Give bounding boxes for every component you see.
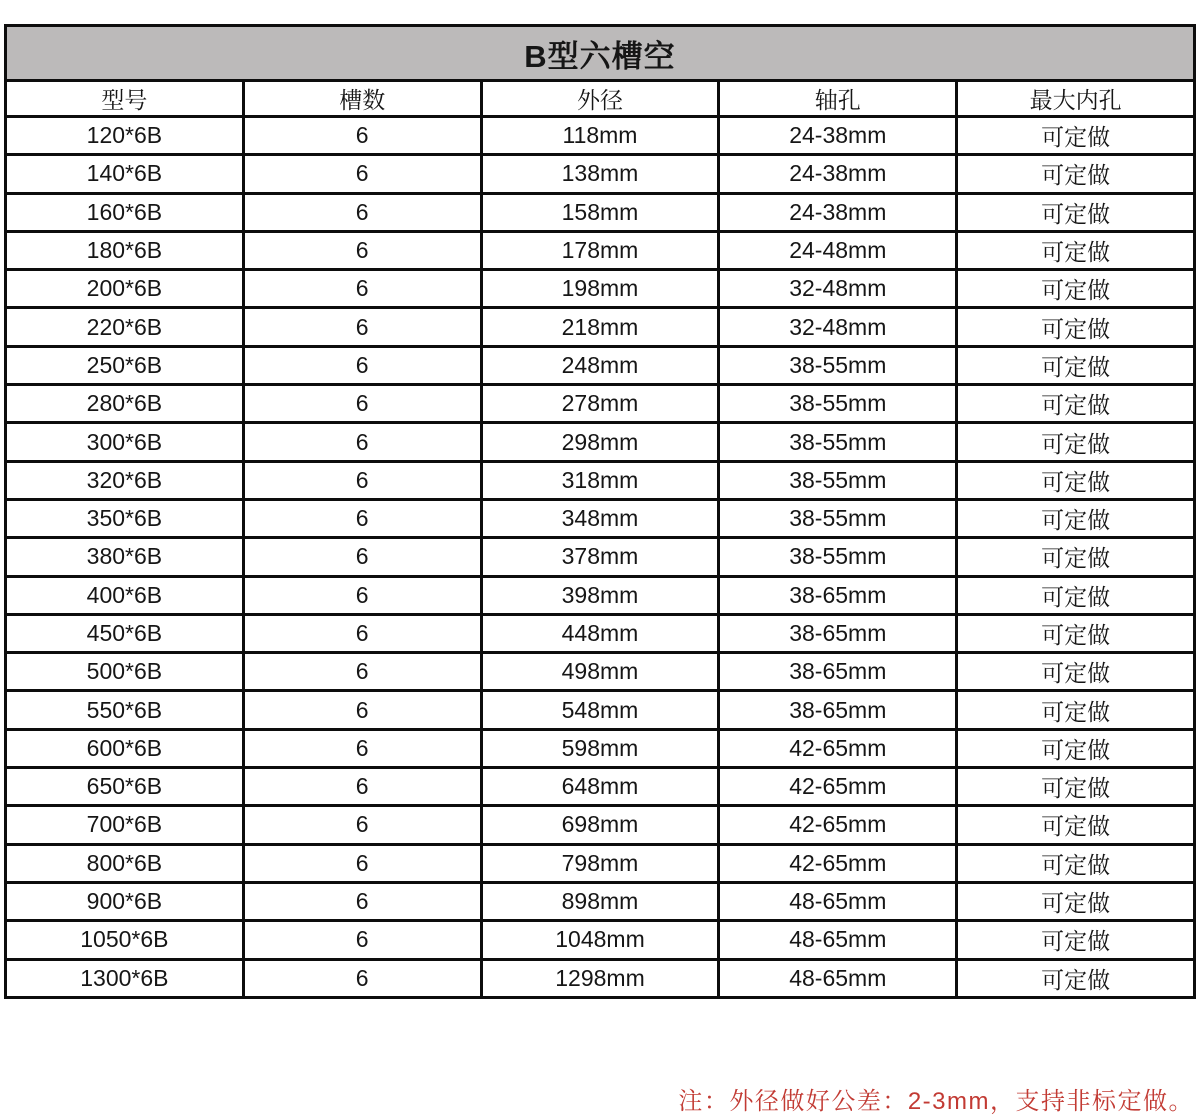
- cell-shaft-hole: 48-65mm: [719, 959, 957, 997]
- cell-slot-count: 6: [243, 538, 481, 576]
- cell-slot-count: 6: [243, 576, 481, 614]
- cell-model: 450*6B: [6, 614, 244, 652]
- cell-max-inner-hole: 可定做: [957, 768, 1195, 806]
- cell-outer-diameter: 198mm: [481, 270, 719, 308]
- table-row: [6, 385, 1195, 423]
- cell-max-inner-hole: 可定做: [957, 691, 1195, 729]
- cell-max-inner-hole: 可定做: [957, 576, 1195, 614]
- cell-outer-diameter: 898mm: [481, 882, 719, 920]
- cell-outer-diameter: 218mm: [481, 308, 719, 346]
- cell-shaft-hole: 42-65mm: [719, 844, 957, 882]
- cell-shaft-hole: 24-38mm: [719, 155, 957, 193]
- table-row: [6, 231, 1195, 269]
- cell-model: 200*6B: [6, 270, 244, 308]
- cell-model: 700*6B: [6, 806, 244, 844]
- cell-shaft-hole: 38-65mm: [719, 614, 957, 652]
- cell-outer-diameter: 378mm: [481, 538, 719, 576]
- table-row: [6, 882, 1195, 920]
- cell-model: 160*6B: [6, 193, 244, 231]
- cell-model: 320*6B: [6, 461, 244, 499]
- cell-outer-diameter: 118mm: [481, 117, 719, 155]
- cell-shaft-hole: 38-55mm: [719, 499, 957, 537]
- cell-model: 500*6B: [6, 653, 244, 691]
- cell-max-inner-hole: 可定做: [957, 423, 1195, 461]
- cell-shaft-hole: 32-48mm: [719, 308, 957, 346]
- table-row: [6, 768, 1195, 806]
- cell-max-inner-hole: 可定做: [957, 193, 1195, 231]
- cell-slot-count: 6: [243, 423, 481, 461]
- cell-slot-count: 6: [243, 308, 481, 346]
- cell-slot-count: 6: [243, 921, 481, 959]
- cell-outer-diameter: 448mm: [481, 614, 719, 652]
- cell-outer-diameter: 498mm: [481, 653, 719, 691]
- cell-shaft-hole: 38-65mm: [719, 691, 957, 729]
- cell-outer-diameter: 398mm: [481, 576, 719, 614]
- cell-model: 140*6B: [6, 155, 244, 193]
- cell-max-inner-hole: 可定做: [957, 653, 1195, 691]
- table-row: [6, 921, 1195, 959]
- cell-slot-count: 6: [243, 959, 481, 997]
- cell-slot-count: 6: [243, 882, 481, 920]
- cell-shaft-hole: 42-65mm: [719, 768, 957, 806]
- cell-slot-count: 6: [243, 346, 481, 384]
- cell-outer-diameter: 318mm: [481, 461, 719, 499]
- cell-shaft-hole: 24-38mm: [719, 117, 957, 155]
- cell-slot-count: 6: [243, 193, 481, 231]
- column-header-max-inner-hole: 最大内孔: [957, 81, 1195, 117]
- cell-slot-count: 6: [243, 117, 481, 155]
- cell-outer-diameter: 548mm: [481, 691, 719, 729]
- cell-slot-count: 6: [243, 768, 481, 806]
- cell-model: 300*6B: [6, 423, 244, 461]
- cell-shaft-hole: 38-55mm: [719, 423, 957, 461]
- cell-shaft-hole: 48-65mm: [719, 882, 957, 920]
- cell-outer-diameter: 648mm: [481, 768, 719, 806]
- cell-model: 550*6B: [6, 691, 244, 729]
- title-row: [6, 26, 1195, 81]
- table-row: [6, 538, 1195, 576]
- cell-shaft-hole: 38-65mm: [719, 653, 957, 691]
- spec-table: [4, 24, 1196, 999]
- cell-slot-count: 6: [243, 691, 481, 729]
- cell-shaft-hole: 42-65mm: [719, 729, 957, 767]
- table-row: [6, 806, 1195, 844]
- cell-outer-diameter: 698mm: [481, 806, 719, 844]
- cell-slot-count: 6: [243, 461, 481, 499]
- cell-model: 120*6B: [6, 117, 244, 155]
- cell-slot-count: 6: [243, 385, 481, 423]
- cell-shaft-hole: 24-48mm: [719, 231, 957, 269]
- cell-model: 600*6B: [6, 729, 244, 767]
- column-header-outer-diameter: 外径: [481, 81, 719, 117]
- cell-slot-count: 6: [243, 155, 481, 193]
- cell-model: 250*6B: [6, 346, 244, 384]
- cell-outer-diameter: 248mm: [481, 346, 719, 384]
- cell-outer-diameter: 598mm: [481, 729, 719, 767]
- cell-max-inner-hole: 可定做: [957, 729, 1195, 767]
- cell-max-inner-hole: 可定做: [957, 499, 1195, 537]
- cell-max-inner-hole: 可定做: [957, 346, 1195, 384]
- cell-shaft-hole: 24-38mm: [719, 193, 957, 231]
- cell-outer-diameter: 798mm: [481, 844, 719, 882]
- table-row: [6, 308, 1195, 346]
- cell-outer-diameter: 278mm: [481, 385, 719, 423]
- cell-slot-count: 6: [243, 270, 481, 308]
- cell-shaft-hole: 38-55mm: [719, 461, 957, 499]
- cell-slot-count: 6: [243, 729, 481, 767]
- cell-max-inner-hole: 可定做: [957, 155, 1195, 193]
- table-row: [6, 193, 1195, 231]
- cell-slot-count: 6: [243, 614, 481, 652]
- table-row: [6, 959, 1195, 997]
- cell-max-inner-hole: 可定做: [957, 231, 1195, 269]
- cell-outer-diameter: 1298mm: [481, 959, 719, 997]
- cell-outer-diameter: 1048mm: [481, 921, 719, 959]
- cell-shaft-hole: 38-55mm: [719, 538, 957, 576]
- cell-shaft-hole: 38-55mm: [719, 346, 957, 384]
- column-header-shaft-hole: 轴孔: [719, 81, 957, 117]
- cell-slot-count: 6: [243, 806, 481, 844]
- cell-slot-count: 6: [243, 231, 481, 269]
- cell-max-inner-hole: 可定做: [957, 117, 1195, 155]
- cell-max-inner-hole: 可定做: [957, 538, 1195, 576]
- cell-outer-diameter: 158mm: [481, 193, 719, 231]
- cell-max-inner-hole: 可定做: [957, 806, 1195, 844]
- table-title: B型六槽空: [6, 26, 1195, 81]
- cell-max-inner-hole: 可定做: [957, 882, 1195, 920]
- cell-model: 1050*6B: [6, 921, 244, 959]
- tolerance-footnote: 注：外径做好公差：2-3mm，支持非标定做。: [678, 1088, 1194, 1115]
- table-row: [6, 653, 1195, 691]
- cell-max-inner-hole: 可定做: [957, 385, 1195, 423]
- table-row: [6, 423, 1195, 461]
- cell-shaft-hole: 32-48mm: [719, 270, 957, 308]
- table-row: [6, 155, 1195, 193]
- table-row: [6, 461, 1195, 499]
- cell-max-inner-hole: 可定做: [957, 461, 1195, 499]
- cell-model: 280*6B: [6, 385, 244, 423]
- cell-max-inner-hole: 可定做: [957, 270, 1195, 308]
- cell-slot-count: 6: [243, 653, 481, 691]
- cell-outer-diameter: 298mm: [481, 423, 719, 461]
- header-row: [6, 81, 1195, 117]
- table-row: [6, 614, 1195, 652]
- cell-outer-diameter: 178mm: [481, 231, 719, 269]
- cell-max-inner-hole: 可定做: [957, 921, 1195, 959]
- cell-model: 650*6B: [6, 768, 244, 806]
- cell-model: 800*6B: [6, 844, 244, 882]
- column-header-slot-count: 槽数: [243, 81, 481, 117]
- cell-outer-diameter: 138mm: [481, 155, 719, 193]
- cell-model: 1300*6B: [6, 959, 244, 997]
- table-row: [6, 117, 1195, 155]
- cell-model: 180*6B: [6, 231, 244, 269]
- column-header-model: 型号: [6, 81, 244, 117]
- table-row: [6, 844, 1195, 882]
- cell-shaft-hole: 38-55mm: [719, 385, 957, 423]
- table-row: [6, 346, 1195, 384]
- cell-model: 900*6B: [6, 882, 244, 920]
- table-row: [6, 576, 1195, 614]
- table-row: [6, 691, 1195, 729]
- cell-slot-count: 6: [243, 844, 481, 882]
- table-row: [6, 729, 1195, 767]
- cell-model: 220*6B: [6, 308, 244, 346]
- cell-max-inner-hole: 可定做: [957, 308, 1195, 346]
- table-body: [6, 117, 1195, 998]
- cell-max-inner-hole: 可定做: [957, 844, 1195, 882]
- cell-slot-count: 6: [243, 499, 481, 537]
- cell-outer-diameter: 348mm: [481, 499, 719, 537]
- table-row: [6, 499, 1195, 537]
- cell-max-inner-hole: 可定做: [957, 614, 1195, 652]
- table-row: [6, 270, 1195, 308]
- cell-shaft-hole: 48-65mm: [719, 921, 957, 959]
- cell-model: 380*6B: [6, 538, 244, 576]
- cell-shaft-hole: 38-65mm: [719, 576, 957, 614]
- cell-shaft-hole: 42-65mm: [719, 806, 957, 844]
- cell-model: 350*6B: [6, 499, 244, 537]
- cell-model: 400*6B: [6, 576, 244, 614]
- cell-max-inner-hole: 可定做: [957, 959, 1195, 997]
